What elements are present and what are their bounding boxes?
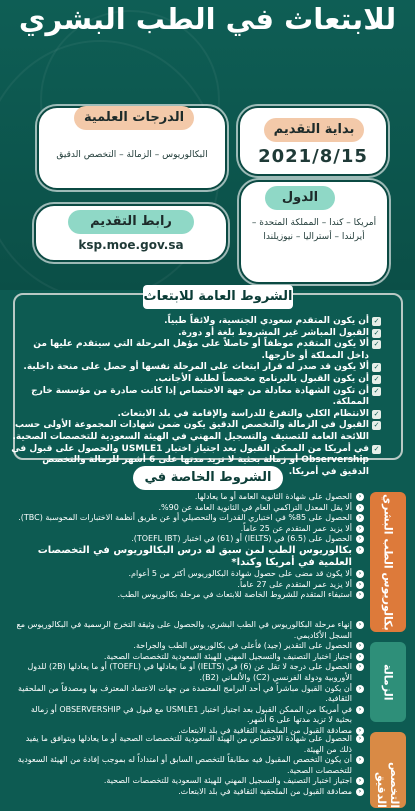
list-item-text: أن يكون القبول مباشراً في أحد البرامج المعتمدة من جهات الاعتماد المعترف بها ومصدقاً من الملحقية الثقافية. xyxy=(18,683,352,704)
general-conditions xyxy=(11,289,403,477)
list-item-text: الانتظام الكلي والتفرغ للدراسة والإقامة في بلد الابتعاث. xyxy=(117,408,369,419)
special-title: الشروط الخاصة في xyxy=(133,466,283,490)
start-card xyxy=(238,106,388,176)
arrow-icon: ‹ xyxy=(356,788,364,796)
degrees-label: الدرجات العلمية xyxy=(74,106,194,130)
list-item-text: إنهاء مرحلة البكالوريوس في الطب البشري، والحصول على وثيقة التخرج الرسمية في البكالوريوس مع السجل الأكاديمي. xyxy=(16,620,352,640)
apply-link-label: رابط التقديم xyxy=(68,210,194,234)
list-item xyxy=(14,734,364,755)
list-item xyxy=(11,374,381,386)
list-item-text: الحصول على درجة لا تقل عن (6) في (IELTS) أو ما يعادلها في (TOEFL) أو ما يعادلها (2B) للدول الأوروبية ودولة الفرنسي (C2) والألماني (B2). xyxy=(27,662,352,682)
list-item-text: أن يكون التخصص المقبول فيه مطابقاً للتخصص السابق أو امتداداً له بموجب إفادة من الهيئة السعودية للتخصصات الصحية. xyxy=(17,755,352,775)
list-item xyxy=(14,513,364,524)
list-item-text: الحصول على 85% في اختباري القدرات والتحصيلي أو عن طريق أنظمة الاختبارات المحوسبة (TBC). xyxy=(18,513,352,523)
band-bachelor-label: بكالوريوس الطب البشري xyxy=(381,493,395,631)
check-icon: ✓ xyxy=(373,374,380,383)
list-item-text: ألا يزيد عمر المتقدم على 27 عاماً. xyxy=(237,579,352,589)
list-item-text: استيفاء المتقدم للشروط الخاصة للابتعاث في مرحلة بكالوريوس الطب. xyxy=(117,590,352,600)
list-item xyxy=(14,492,364,503)
degrees-card xyxy=(37,106,227,190)
list-item-text: في أمريكا من الممكن القبول بعد اجتياز اختبار USMLE1 مع قبول في OBSERVERSHIP أو زمالة بحثية لا تزيد مدتها على 6 أشهر. xyxy=(30,704,352,725)
list-item-text: مصادقة القبول من الملحقية الثقافية في بلد الابتعاث. xyxy=(178,786,352,796)
list-item-text: الحصول على (6.5) في (IELTS) أو (61) في اختبار (TOEFL IBT). xyxy=(131,534,352,544)
arrow-icon: ‹ xyxy=(356,591,364,599)
check-icon: ✓ xyxy=(373,386,380,395)
list-item-text: القبول المباشر غير المشروط بلغة أو دورة. xyxy=(178,327,369,338)
list-item xyxy=(14,503,364,514)
degrees-text: البكالوريوس – الزمالة – التخصص الدقيق xyxy=(56,150,208,160)
check-icon: ✓ xyxy=(373,317,380,325)
list-item-text: ألا يكون المتقدم موظفاً أو حاصلاً على مؤهل المرحلة التي سيتقدم عليها من داخل المملكة أو خارجها. xyxy=(33,339,369,361)
list-item xyxy=(14,684,364,705)
arrow-icon: ‹ xyxy=(356,663,364,671)
check-icon: ✓ xyxy=(373,363,380,372)
list-item xyxy=(11,328,381,340)
list-item-text: ألا يزيد عمر المتقدم عن 25 عاماً. xyxy=(240,523,352,533)
countries-label: الدول xyxy=(265,186,335,210)
list-item xyxy=(14,705,364,726)
list-item-text: مصادقة القبول من الملحقية الثقافية في بلد الابتعاث. xyxy=(178,725,352,735)
check-icon: ✓ xyxy=(373,328,380,337)
start-date: 2021/8/15 xyxy=(258,146,368,167)
general-title: الشروط العامة للابتعاث xyxy=(143,285,293,309)
band-subspecialty-label: التخصص الدقيق xyxy=(375,761,401,808)
list-item-text: اجتياز اختبار التصنيف والتسجيل المهني للهيئة السعودية للتخصصات الصحية. xyxy=(103,651,352,661)
list-item-text: أن يكون المتقدم سعودي الجنسية، ولائقاً طبياً. xyxy=(164,316,369,326)
check-icon: ✓ xyxy=(373,444,380,453)
list-item xyxy=(14,787,364,798)
arrow-icon: ‹ xyxy=(356,570,364,578)
arrow-icon: ‹ xyxy=(356,642,364,650)
header-area xyxy=(0,0,415,290)
list-item xyxy=(14,662,364,683)
list-item-text: ألا يكون قد صدر له قرار ابتعاث على المرحلة نفسها أو حصل على منحة داخلية. xyxy=(23,362,369,373)
special-conditions xyxy=(8,470,406,808)
arrow-icon: ‹ xyxy=(356,493,364,501)
band-fellowship-label: الزمالة xyxy=(381,663,395,701)
start-label: بداية التقديم xyxy=(264,118,364,142)
list-item xyxy=(11,339,381,362)
list-item-text: ألا يكون قد مضى على حصول شهادة البكالوريوس أكثر من 5 أعوام. xyxy=(128,568,352,578)
list-item-text: أن يكون القبول بالبرنامج مخصصاً لطلبة الأجانب. xyxy=(155,373,369,384)
band-bachelor xyxy=(370,492,406,632)
list-item xyxy=(11,362,381,374)
list-item-text: اجتياز اختبار التصنيف والتسجيل المهني للهيئة السعودية للتخصصات الصحية. xyxy=(103,776,352,786)
arrow-icon: ‹ xyxy=(356,546,364,554)
check-icon: ✓ xyxy=(373,421,380,430)
arrow-icon: ‹ xyxy=(356,685,364,693)
arrow-icon: ‹ xyxy=(356,621,364,629)
arrow-icon: ‹ xyxy=(356,727,364,735)
list-item xyxy=(14,755,364,776)
bachelor-list xyxy=(14,492,364,601)
check-icon: ✓ xyxy=(373,340,380,349)
check-icon: ✓ xyxy=(373,409,380,418)
list-item xyxy=(14,534,364,545)
list-item xyxy=(14,652,364,663)
list-item xyxy=(14,620,364,641)
list-item xyxy=(11,316,381,328)
band-fellowship xyxy=(370,642,406,722)
countries-card xyxy=(239,180,389,284)
page-title: للابتعاث في الطب البشري xyxy=(18,2,397,36)
arrow-icon: ‹ xyxy=(356,525,364,533)
list-item-text: الحصول على شهادة الاختصاص من الهيئة السعودية للتخصصات الصحية أو ما يعادلها ويتوافق ما يفيد ذلك من الهيئة. xyxy=(25,734,352,754)
list-item xyxy=(14,641,364,652)
list-item-text: الحصول على التقدير (جيد) فأعلى في بكالوريوس الطب والجراحة. xyxy=(133,641,352,651)
list-item-text: ألا يقل المعدل التراكمي العام في الثانوية العامة عن 90%. xyxy=(158,502,352,512)
arrow-icon: ‹ xyxy=(356,514,364,522)
band-subspecialty xyxy=(370,732,406,808)
list-item xyxy=(14,590,364,601)
list-item-text: القبول في الزمالة والتخصص الدقيق يكون ضمن شهادات المجموعة الأولى حسب اللائحة العامة للتصنيف والتسجيل المهني في الهيئة السعودية للتخصصات الصحية. xyxy=(12,420,369,442)
list-item-text: الحصول على شهادة الثانوية العامة أو ما يعادلها. xyxy=(194,492,352,501)
list-item-text: أن تكون الشهادة معادلة من جهة الاختصاص إذا كانت صادرة من مؤسسة خارج المملكة. xyxy=(31,385,369,408)
list-item xyxy=(14,545,364,569)
general-list xyxy=(11,316,381,478)
arrow-icon: ‹ xyxy=(356,581,364,589)
list-item xyxy=(14,569,364,580)
list-item xyxy=(11,386,381,409)
list-item xyxy=(14,580,364,591)
arrow-icon: ‹ xyxy=(356,504,364,512)
arrow-icon: ‹ xyxy=(356,653,364,661)
arrow-icon: ‹ xyxy=(356,706,364,714)
list-item xyxy=(14,776,364,787)
list-item xyxy=(11,409,381,421)
arrow-icon: ‹ xyxy=(356,735,364,743)
countries-text: أمريكا – كندا – المملكة المتحدة – أيرلندا – أستراليا – نيوزيلندا xyxy=(251,218,377,242)
list-item xyxy=(14,524,364,535)
list-item-text: بكالوريوس الطب لمن سبق له درس البكالوريوس في التخصصات العلمية في أمريكا وكندا* xyxy=(37,544,352,568)
arrow-icon: ‹ xyxy=(356,535,364,543)
arrow-icon: ‹ xyxy=(356,756,364,764)
subspecialty-list xyxy=(14,734,364,798)
list-item xyxy=(11,420,381,443)
apply-link-url[interactable]: ksp.moe.gov.sa xyxy=(78,238,184,252)
arrow-icon: ‹ xyxy=(356,777,364,785)
apply-link-card xyxy=(34,204,228,262)
fellowship-list xyxy=(14,620,364,737)
list-item-text: في أمريكا من الممكن القبول بعد اجتياز اختبار USMLE1 والحصول على قبول في Observership أو زمالة بحثية لا تزيد مدتها على 6 أشهر للزمالة والتخصص الدقيق في أمريكا. xyxy=(11,443,369,477)
